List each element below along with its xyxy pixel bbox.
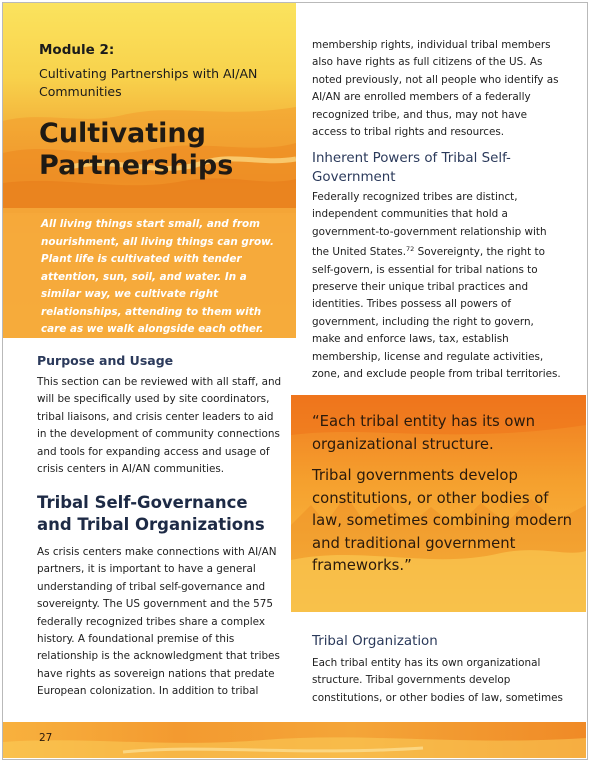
tribal-self-governance-heading: Tribal Self-Governance and Tribal Organizations	[37, 493, 265, 534]
page-title: Cultivating Partnerships	[39, 118, 234, 181]
hero-banner	[3, 3, 296, 338]
inherent-powers-heading: Inherent Powers of Tribal Self-Government	[312, 151, 511, 185]
module-subtitle: Cultivating Partnerships with AI/AN Communities	[39, 66, 258, 99]
purpose-paragraph: This section can be reviewed with all staff, and will be specifically used by site coordinators, tribal liaisons, and crisis center leaders to aid in the development of community connections and tools for expanding access and usage of crisis centers in AI/AN communities.	[37, 376, 282, 476]
pull-quote-text	[312, 411, 574, 587]
inherent-text-start: Federally recognized tribes are distinct, independent communities that hold a government-to-government relationship with the United States.	[312, 191, 547, 259]
purpose-heading: Purpose and Usage	[37, 353, 174, 368]
inherent-text-end: Sovereignty, the right to self-govern, is essential for tribal nations to preserve their unique tribal practices and identities. Tribes possess all powers of government, including the right to govern, make and enforce laws, tax, establish membership, license and regulate activities, zone, and exclude people from tribal territories.	[312, 246, 561, 381]
pull-quote-line: “Each tribal entity has its own organizational structure.	[312, 413, 535, 453]
tribal-organization-heading: Tribal Organization	[312, 634, 438, 649]
footnote-ref[interactable]: 72	[406, 245, 415, 254]
page-number: 27	[39, 732, 53, 744]
continuation-paragraph: membership rights, individual tribal members also have rights as full citizens of the US. As noted previously, not all people who identify as AI/AN are enrolled members of a federally recognized tribe, and thus, may not have access to tribal rights and resources.	[312, 39, 559, 139]
intro-quote: All living things start small, and from nourishment, all living things can grow. Plant life is cultivated with tender attention, sun, soil, and water. In a similar way, we cultivate right relationships, attending to them with care as we walk alongside each other.	[41, 218, 274, 335]
pull-quote-line: Tribal governments develop constitutions, or other bodies of law, sometimes combining modern and traditional government frameworks.”	[312, 467, 573, 574]
module-label: Module 2:	[39, 42, 115, 58]
tribal-self-governance-paragraph: As crisis centers make connections with AI/AN partners, it is important to have a general understanding of tribal self-governance and sovereignty. The US government and the 575 federally recognized tribes share a complex history. A foundational premise of this relationship is the acknowledgment that tribes have rights as sovereign nations that predate European colonization. In addition to tribal	[37, 546, 280, 698]
landscape-photo	[3, 722, 586, 758]
inherent-powers-paragraph	[312, 189, 564, 383]
footer-banner	[3, 722, 586, 758]
tribal-organization-paragraph: Each tribal entity has its own organizational structure. Tribal governments develop constitutions, or other bodies of law, sometimes	[312, 657, 563, 704]
pull-quote-box	[291, 395, 586, 612]
